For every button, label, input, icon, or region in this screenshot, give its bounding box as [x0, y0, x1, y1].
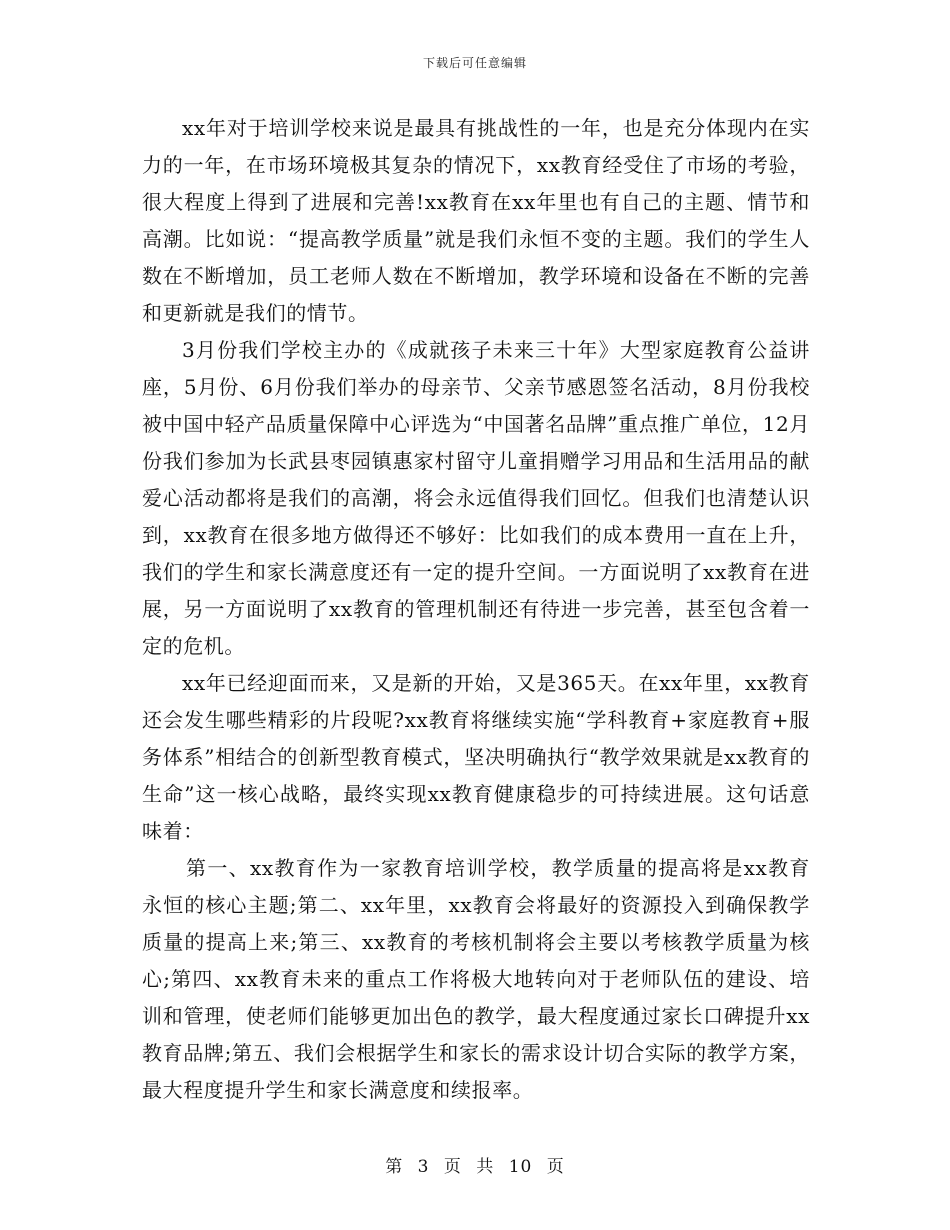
- document-body: [142, 110, 810, 1109]
- paragraph-1: xx年对于培训学校来说是最具有挑战性的一年，也是充分体现内在实力的一年，在市场环境极其复杂的情况下，xx教育经受住了市场的考验，很大程度上得到了进展和完善!xx教育在xx年里也有自己的主题、情节和高潮。比如说：“提高教学质量”就是我们永恒不变的主题。我们的学生人数在不断增加，员工老师人数在不断增加，教学环境和设备在不断的完善和更新就是我们的情节。: [142, 116, 810, 325]
- footer-prefix: 第: [385, 1157, 404, 1177]
- footer-page-unit: 页: [443, 1157, 462, 1177]
- paragraph-2: 3月份我们学校主办的《成就孩子未来三十年》大型家庭教育公益讲座，5月份、6月份我们举办的母亲节、父亲节感恩签名活动，8月份我校被中国中轻产品质量保障中心评选为“中国著名品牌”重点推广单位，12月份我们参加为长武县枣园镇惠家村留守儿童捐赠学习用品和生活用品的献爱心活动都将是我们的高潮，将会永远值得我们回忆。但我们也清楚认识到，xx教育在很多地方做得还不够好：比如我们的成本费用一直在上升，我们的学生和家长满意度还有一定的提升空间。一方面说明了xx教育在进展，另一方面说明了xx教育的管理机制还有待进一步完善，甚至包含着一定的危机。: [142, 338, 810, 658]
- page-header-note: 下载后可任意编辑: [422, 56, 527, 70]
- page-footer: [0, 1152, 950, 1177]
- footer-total-word: 共: [476, 1157, 495, 1177]
- footer-suffix: 页: [546, 1157, 565, 1177]
- total-page-count: 10: [508, 1157, 533, 1177]
- paragraph-4: 第一、xx教育作为一家教育培训学校，教学质量的提高将是xx教育永恒的核心主题;第二、xx年里，xx教育会将最好的资源投入到确保教学质量的提高上来;第三、xx教育的考核机制将会主要以考核教学质量为核心;第四、xx教育未来的重点工作将极大地转向对于老师队伍的建设、培训和管理，使老师们能够更加出色的教学，最大程度通过家长口碑提升xx教育品牌;第五、我们会根据学生和家长的需求设计切合实际的教学方案，最大程度提升学生和家长满意度和续报率。: [142, 856, 810, 1102]
- paragraph-3: xx年已经迎面而来，又是新的开始，又是365天。在xx年里，xx教育还会发生哪些精彩的片段呢?xx教育将继续实施“学科教育+家庭教育+服务体系”相结合的创新型教育模式，坚决明确执行“教学效果就是xx教育的生命”这一核心战略，最终实现xx教育健康稳步的可持续进展。这句话意味着：: [142, 671, 810, 843]
- current-page-number: 3: [417, 1157, 430, 1177]
